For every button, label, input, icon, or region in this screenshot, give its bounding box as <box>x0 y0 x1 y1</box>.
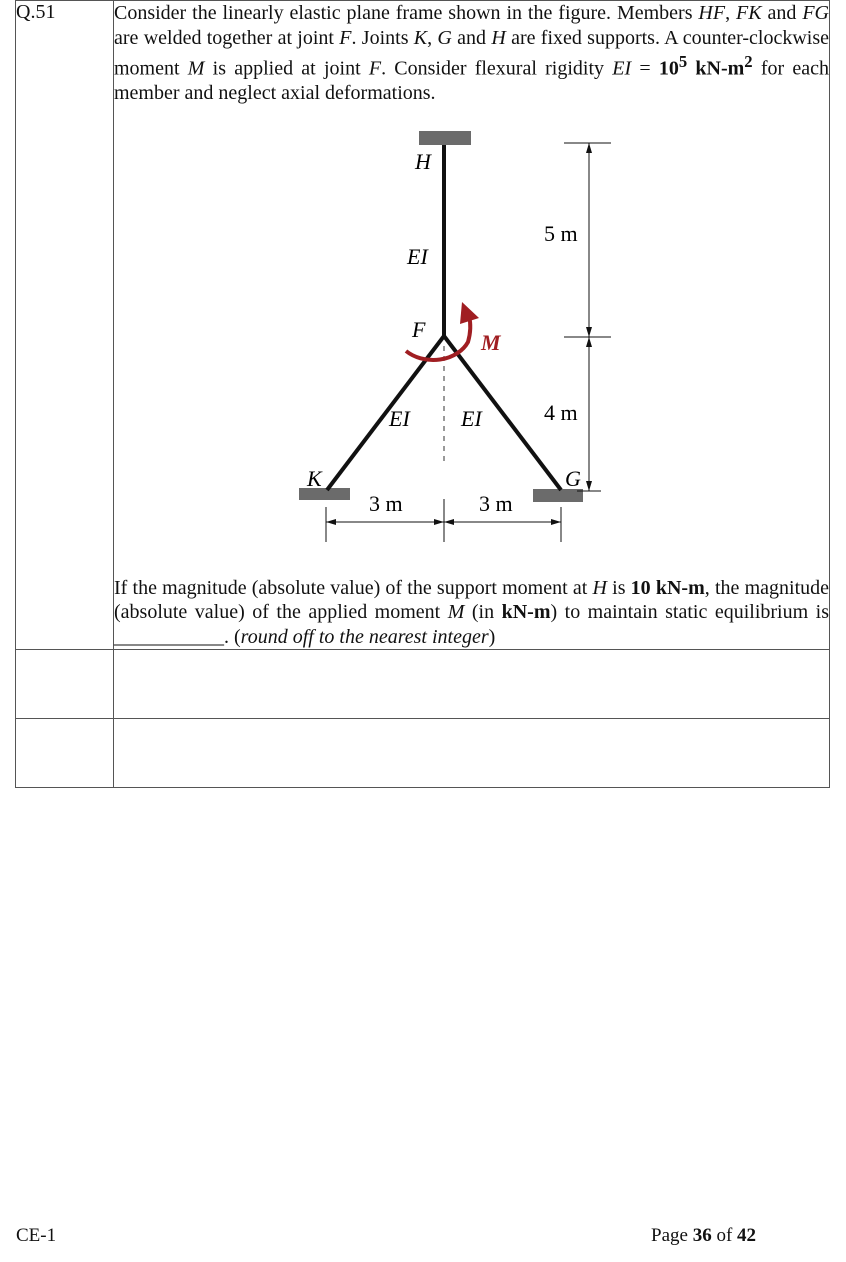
empty-cell <box>16 650 114 719</box>
label-k: K <box>307 465 322 491</box>
moment-arrowhead <box>460 302 479 324</box>
empty-cell <box>114 719 830 788</box>
dim-arrow-mid-up <box>586 327 592 337</box>
label-f: F <box>412 316 426 342</box>
label-m: M <box>481 329 501 355</box>
dim-arrow-right <box>551 519 561 525</box>
question-prompt: If the magnitude (absolute value) of the support moment at H is 10 kN-m, the magnitude (absolute value) of the applied moment M (in kN-m) to maintain static equilibrium is ___________. (round off to the nearest integer) <box>114 576 830 648</box>
empty-row-2 <box>16 719 830 788</box>
question-statement: Consider the linearly elastic plane frame shown in the figure. Members HF, FK and FG are welded together at joint F. Joints K, G and H are fixed supports. A counter-clockwise moment M is applied at joint F. Consider flexural rigidity EI = $10^5$ $kN-m^2$ for each member and neglect axial deformations. <box>114 2 829 105</box>
dim-arrow-center-right <box>444 519 454 525</box>
question-body-cell <box>114 1 830 650</box>
support-h <box>419 131 471 145</box>
dim-arrow-left <box>326 519 336 525</box>
paper-code: CE-1 <box>16 1225 57 1246</box>
label-5m: 5 m <box>544 220 578 246</box>
question-row <box>16 1 830 650</box>
label-3m-right: 3 m <box>479 490 513 516</box>
question-number: Q.51 <box>16 1 56 23</box>
empty-cell <box>16 719 114 788</box>
empty-cell <box>114 650 830 719</box>
question-table <box>15 0 830 788</box>
label-ei-fg: EI <box>461 405 482 431</box>
frame-figure <box>114 106 814 576</box>
dim-arrow-bottom <box>586 481 592 491</box>
question-number-cell <box>16 1 114 650</box>
label-g: G <box>565 465 581 491</box>
dim-arrow-mid-down <box>586 337 592 347</box>
frame-diagram <box>114 106 814 576</box>
empty-row-1 <box>16 650 830 719</box>
label-4m: 4 m <box>544 399 578 425</box>
dim-arrow-top <box>586 143 592 153</box>
label-3m-left: 3 m <box>369 490 403 516</box>
page-indicator: Page 36 of 42 <box>651 1225 757 1246</box>
label-ei-hf: EI <box>407 243 428 269</box>
label-h: H <box>415 148 431 174</box>
label-ei-fk: EI <box>389 405 410 431</box>
dim-arrow-center-left <box>434 519 444 525</box>
